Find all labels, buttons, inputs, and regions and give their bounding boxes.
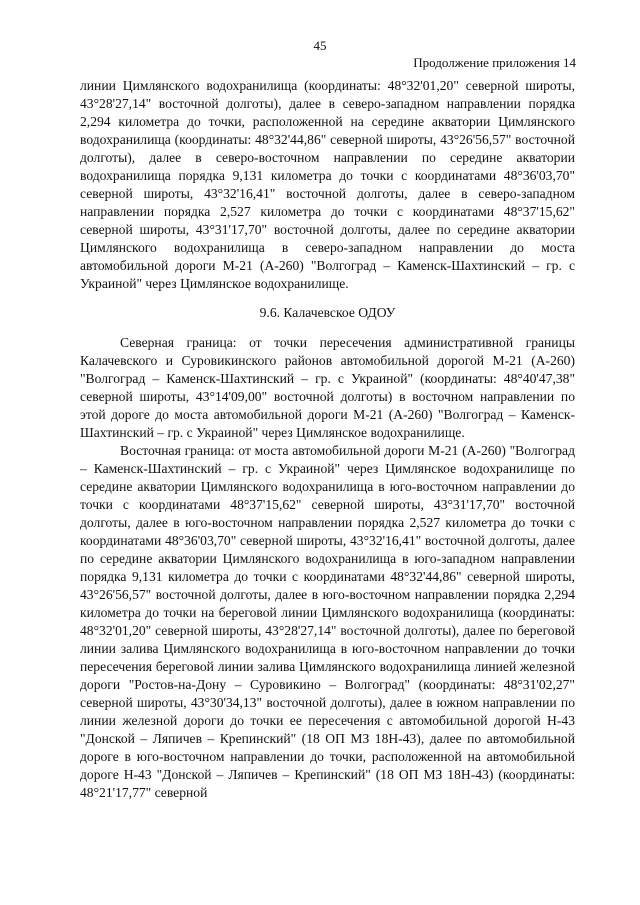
section-title: 9.6. Калачевское ОДОУ (259, 305, 396, 320)
north-border-paragraph: Северная граница: от точки пересечения административной границы Калачевского и Суровикинского районов автомобильной дорогой М-21 (А-260) "Волгоград – Каменск-Шахтинский – гр. с Украиной" (координаты: 48°40'47,38" северной широты, 43°14'09,00" восточной долготы) в восточном направлении по этой дороге до моста автомобильной дороги М-21 (А-260) "Волгоград – Каменск-Шахтинский – гр. с Украиной" через Цимлянское водохранилище. (80, 335, 575, 440)
east-border-paragraph: Восточная граница: от моста автомобильной дороги М-21 (А-260) "Волгоград – Каменск-Шахтинский – гр. с Украиной" через Цимлянское водохранилище по середине акватории Цимлянского водохранилища в юго-восточном направлении до точки с координатами 48°37'15,62" северной широты, 43°31'17,70" восточной долготы, далее в юго-восточном направлении порядка 2,527 километра до точки с координатами 48°36'03,70" северной широты, 43°32'16,41" восточной долготы, далее по середине акватории Цимлянского водохранилища в юго-западном направлении порядка 9,131 километра до точки с координатами 48°32'44,86" северной широты, 43°26'56,57" восточной долготы, далее в юго-восточном направлении порядка 2,294 километра до точки на береговой линии Цимлянского водохранилища (координаты: 48°32'01,20" северной широты, 43°28'27,14" восточной долготы), далее по береговой линии залива Цимлянского водохранилища в юго-восточном направлении до точки пересечения береговой линии залива Цимлянского водохранилища линией железной дороги "Ростов-на-Дону – Суровикино – Волгоград" (координаты: 48°31'02,27" северной широты, 43°30'34,13" восточной долготы), далее в южном направлении по линии железной дороги до точки ее пересечения с автомобильной дорогой Н-43 "Донской – Ляпичев – Крепинский" (18 ОП МЗ 18Н-43), далее по автомобильной дороге в юго-восточном направлении до точки, расположенной на автомобильной дороге Н-43 "Донской – Ляпичев – Крепинский" (18 ОП МЗ 18Н-43) (координаты: 48°21'17,77" северной (80, 443, 575, 800)
document-body (80, 77, 575, 802)
appendix-continuation-note: Продолжение приложения 14 (413, 55, 576, 70)
page-number: 45 (313, 38, 327, 53)
continuation-paragraph: линии Цимлянского водохранилища (координаты: 48°32'01,20" северной широты, 43°28'27,14" восточной долготы), далее в северо-западном направлении порядка 2,294 километра до точки, расположенной на середине акватории Цимлянского водохранилища (координаты: 48°32'44,86" северной широты, 43°26'56,57" восточной долготы), далее в северо-восточном направлении по середине акватории водохранилища порядка 9,131 километра до точки с координатами 48°36'03,70" северной широты, 43°32'16,41" восточной долготы, далее в северо-западном направлении порядка 2,527 километра до точки с координатами 48°37'15,62" северной широты, 43°31'17,70" восточной долготы, далее по середине акватории Цимлянского водохранилища в северо-западном направлении до моста автомобильной дороги М-21 (А-260) "Волгоград – Каменск-Шахтинский – гр. с Украиной" через Цимлянское водохранилище. (80, 78, 575, 291)
